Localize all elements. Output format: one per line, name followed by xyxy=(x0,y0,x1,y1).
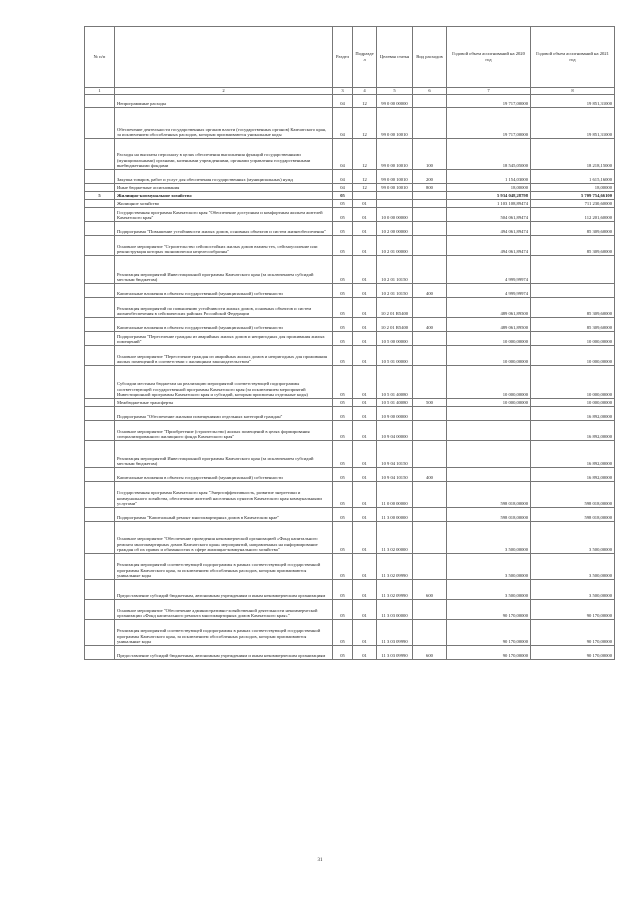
column-number: 6 xyxy=(413,88,447,95)
row-num-cell xyxy=(85,332,115,346)
row-name-cell: Основное мероприятие "Обеспечение административно-хозяйственной деятельности некоммерческой организации «Фонд капитального ремонта многоквартирных домов Камчатского края»" xyxy=(115,600,333,620)
table-row xyxy=(85,184,615,192)
row-num-cell xyxy=(85,236,115,256)
row-podrazdel-cell: 01 xyxy=(353,222,377,236)
row-vr-cell xyxy=(413,407,447,421)
row-csr-cell: 99 0 00 10010 xyxy=(377,170,413,184)
row-podrazdel-cell: 01 xyxy=(353,508,377,522)
row-y2021-cell: 711 230,60000 xyxy=(531,200,615,208)
row-csr-cell: 11 3 02 00000 xyxy=(377,522,413,554)
table-row xyxy=(85,332,615,346)
row-name-cell: Основное мероприятие "Строительство сейсмостойких жилых домов взамен тех, сейсмоусиление или реконструкция которых экономически нецелесообразны" xyxy=(115,236,333,256)
row-y2021-cell: 16 892,00000 xyxy=(531,407,615,421)
table-row xyxy=(85,482,615,508)
table-row xyxy=(85,170,615,184)
row-vr-cell xyxy=(413,508,447,522)
row-csr-cell: 11 3 03 09990 xyxy=(377,646,413,660)
row-vr-cell xyxy=(413,236,447,256)
row-name-cell: Подпрограмма "Переселение граждан из аварийных жилых домов и непригодных для проживания жилых помещений" xyxy=(115,332,333,346)
row-name-cell: Капитальные вложения в объекты государственной (муниципальной) собственности xyxy=(115,318,333,332)
row-name-cell: Реализация мероприятий по повышению устойчивости жилых домов, основных объектов и систем жизнеобеспечения в сейсмических районах Российской Федерации xyxy=(115,298,333,318)
row-razdel-cell: 05 xyxy=(333,554,353,580)
row-vr-cell: 500 xyxy=(413,399,447,407)
row-y2020-cell: 489 061,89500 xyxy=(447,318,531,332)
table-row xyxy=(85,236,615,256)
table-row xyxy=(85,192,615,200)
row-vr-cell xyxy=(413,108,447,139)
table-row xyxy=(85,522,615,554)
row-razdel-cell: 05 xyxy=(333,407,353,421)
row-name-cell: Подпрограмма "Повышение устойчивости жилых домов, основных объектов и систем жизнеобеспечения" xyxy=(115,222,333,236)
row-num-cell: 5 xyxy=(85,192,115,200)
row-razdel-cell: 05 xyxy=(333,366,353,399)
row-podrazdel-cell: 12 xyxy=(353,184,377,192)
row-name-cell: Жилищное хозяйство xyxy=(115,200,333,208)
row-csr-cell: 11 0 00 00000 xyxy=(377,482,413,508)
row-num-cell xyxy=(85,298,115,318)
row-csr-cell: 10 5 01 40080 xyxy=(377,366,413,399)
row-y2021-cell: 18 218,15000 xyxy=(531,139,615,170)
row-y2020-cell: 598 018,00000 xyxy=(447,482,531,508)
table-row xyxy=(85,554,615,580)
row-y2021-cell: 10 000,00000 xyxy=(531,399,615,407)
row-vr-cell xyxy=(413,192,447,200)
budget-allocation-table xyxy=(84,26,615,660)
row-podrazdel-cell: 01 xyxy=(353,554,377,580)
row-name-cell: Капитальные вложения в объекты государственной (муниципальной) собственности xyxy=(115,284,333,298)
table-row xyxy=(85,399,615,407)
table-row xyxy=(85,580,615,600)
row-vr-cell xyxy=(413,421,447,441)
row-csr-cell: 11 3 02 09990 xyxy=(377,554,413,580)
row-podrazdel-cell: 01 xyxy=(353,318,377,332)
row-csr-cell: 11 3 03 00000 xyxy=(377,600,413,620)
row-y2020-cell: 90 170,00000 xyxy=(447,620,531,646)
row-csr-cell: 10 9 04 10150 xyxy=(377,468,413,482)
row-y2020-cell xyxy=(447,421,531,441)
row-vr-cell xyxy=(413,332,447,346)
row-name-cell: Подпрограмма "Обеспечение жилыми помещениями отдельных категорий граждан" xyxy=(115,407,333,421)
row-name-cell: Основное мероприятие "Приобретение (строительство) жилых помещений в целях формирования специализированного жилищного фонда Камчатского края" xyxy=(115,421,333,441)
row-y2020-cell: 494 061,89474 xyxy=(447,236,531,256)
row-name-cell: Жилищно-коммунальное хозяйство xyxy=(115,192,333,200)
row-y2021-cell: 1 615,16000 xyxy=(531,170,615,184)
row-name-cell: Непрограммные расходы xyxy=(115,95,333,108)
table-row xyxy=(85,646,615,660)
table-row xyxy=(85,600,615,620)
row-podrazdel-cell: 01 xyxy=(353,366,377,399)
row-y2020-cell: 90 170,00000 xyxy=(447,646,531,660)
row-y2021-cell: 16 892,00000 xyxy=(531,421,615,441)
row-csr-cell: 11 3 03 09990 xyxy=(377,620,413,646)
row-y2020-cell: 3 500,00000 xyxy=(447,554,531,580)
header-num: № п/п xyxy=(85,27,115,88)
table-row xyxy=(85,318,615,332)
row-razdel-cell: 05 xyxy=(333,421,353,441)
row-name-cell: Закупка товаров, работ и услуг для обеспечения государственных (муниципальных) нужд xyxy=(115,170,333,184)
row-podrazdel-cell: 01 xyxy=(353,284,377,298)
row-num-cell xyxy=(85,139,115,170)
row-podrazdel-cell: 01 xyxy=(353,256,377,284)
row-num-cell xyxy=(85,468,115,482)
row-csr-cell: 10 2 01 10150 xyxy=(377,256,413,284)
row-y2021-cell: 598 018,00000 xyxy=(531,508,615,522)
table-row xyxy=(85,468,615,482)
row-razdel-cell: 04 xyxy=(333,184,353,192)
row-num-cell xyxy=(85,366,115,399)
row-y2020-cell: 18 545,05000 xyxy=(447,139,531,170)
row-y2020-cell: 90 170,00000 xyxy=(447,600,531,620)
row-y2021-cell: 85 309,60000 xyxy=(531,298,615,318)
row-razdel-cell: 05 xyxy=(333,346,353,366)
row-razdel-cell: 05 xyxy=(333,298,353,318)
row-csr-cell: 99 0 00 00000 xyxy=(377,95,413,108)
table-row xyxy=(85,108,615,139)
row-podrazdel-cell: 01 xyxy=(353,332,377,346)
row-csr-cell: 10 2 01 00000 xyxy=(377,236,413,256)
row-razdel-cell: 04 xyxy=(333,108,353,139)
row-podrazdel-cell: 01 xyxy=(353,298,377,318)
table-row xyxy=(85,407,615,421)
row-y2020-cell: 10 000,00000 xyxy=(447,332,531,346)
row-y2021-cell xyxy=(531,256,615,284)
row-name-cell: Реализация мероприятий Инвестиционной программы Камчатского края (за исключением субсидий местным бюджетам) xyxy=(115,256,333,284)
row-csr-cell: 10 5 01 40080 xyxy=(377,399,413,407)
row-y2021-cell: 16 892,00000 xyxy=(531,441,615,468)
row-podrazdel-cell: 01 xyxy=(353,600,377,620)
row-y2020-cell: 10 000,00000 xyxy=(447,399,531,407)
row-vr-cell xyxy=(413,600,447,620)
row-podrazdel-cell: 01 xyxy=(353,580,377,600)
row-podrazdel-cell: 01 xyxy=(353,620,377,646)
row-y2021-cell: 112 201,60000 xyxy=(531,208,615,222)
row-razdel-cell: 05 xyxy=(333,208,353,222)
row-y2021-cell: 16 892,00000 xyxy=(531,468,615,482)
row-y2021-cell: 85 309,60000 xyxy=(531,318,615,332)
row-y2021-cell: 19 851,31000 xyxy=(531,95,615,108)
row-vr-cell: 600 xyxy=(413,646,447,660)
row-razdel-cell: 05 xyxy=(333,256,353,284)
row-razdel-cell: 05 xyxy=(333,192,353,200)
row-y2021-cell: 90 170,00000 xyxy=(531,620,615,646)
row-name-cell: Основное мероприятие "Переселение граждан из аварийных жилых домов и непригодных для проживания жилых помещений в соответствии с жилищным законодательством" xyxy=(115,346,333,366)
header-podrazdel: Подраздел xyxy=(353,27,377,88)
row-num-cell xyxy=(85,208,115,222)
row-podrazdel-cell: 01 xyxy=(353,200,377,208)
row-vr-cell xyxy=(413,522,447,554)
header-y2021: Годовой объем ассигнований на 2021 год xyxy=(531,27,615,88)
header-csr: Целевая статья xyxy=(377,27,413,88)
row-vr-cell xyxy=(413,208,447,222)
row-num-cell xyxy=(85,284,115,298)
row-razdel-cell: 05 xyxy=(333,508,353,522)
row-csr-cell: 99 0 00 10010 xyxy=(377,108,413,139)
table-row xyxy=(85,200,615,208)
row-y2021-cell: 85 309,60000 xyxy=(531,222,615,236)
row-podrazdel-cell: 01 xyxy=(353,236,377,256)
row-y2020-cell: 4 999,99974 xyxy=(447,284,531,298)
row-podrazdel-cell: 12 xyxy=(353,170,377,184)
row-vr-cell xyxy=(413,95,447,108)
row-num-cell xyxy=(85,200,115,208)
row-csr-cell: 99 0 00 10010 xyxy=(377,184,413,192)
table-row xyxy=(85,95,615,108)
row-podrazdel-cell: 01 xyxy=(353,522,377,554)
row-y2020-cell xyxy=(447,407,531,421)
row-num-cell xyxy=(85,600,115,620)
row-vr-cell xyxy=(413,298,447,318)
table-header-row xyxy=(85,27,615,88)
row-y2021-cell: 19 851,31000 xyxy=(531,108,615,139)
row-y2020-cell: 3 500,00000 xyxy=(447,580,531,600)
column-number: 7 xyxy=(447,88,531,95)
table-row xyxy=(85,284,615,298)
row-name-cell: Субсидии местным бюджетам на реализацию мероприятий соответствующей подпрограммы соответствующей государственной программы Камчатского края (за исключением мероприятий Инвестиционной программы Камчатского края и субсидий, которым присвоены отдельные коды) xyxy=(115,366,333,399)
row-name-cell: Основное мероприятие "Обеспечение проведения некоммерческой организацией «Фонд капитального ремонта многоквартирных домов Камчатского края» мероприятий, направленных на информирование граждан об их правах и обязанностях в сфере жилищно-коммунального хозяйства" xyxy=(115,522,333,554)
row-y2021-cell: 598 018,00000 xyxy=(531,482,615,508)
row-podrazdel-cell: 01 xyxy=(353,646,377,660)
row-name-cell: Межбюджетные трансферты xyxy=(115,399,333,407)
row-y2020-cell: 494 061,89474 xyxy=(447,222,531,236)
row-csr-cell: 99 0 00 10010 xyxy=(377,139,413,170)
row-podrazdel-cell: 01 xyxy=(353,468,377,482)
row-razdel-cell: 05 xyxy=(333,284,353,298)
header-y2020: Годовой объем ассигнований на 2020 год xyxy=(447,27,531,88)
row-y2020-cell: 1 103 108,89474 xyxy=(447,200,531,208)
row-vr-cell: 100 xyxy=(413,139,447,170)
row-vr-cell xyxy=(413,620,447,646)
row-y2021-cell: 85 309,60000 xyxy=(531,236,615,256)
table-body xyxy=(85,95,615,660)
row-y2021-cell: 18,00000 xyxy=(531,184,615,192)
table-row xyxy=(85,256,615,284)
row-podrazdel-cell: 12 xyxy=(353,139,377,170)
row-y2021-cell: 5 709 754,66100 xyxy=(531,192,615,200)
row-vr-cell: 800 xyxy=(413,184,447,192)
row-y2020-cell: 19 717,00000 xyxy=(447,108,531,139)
row-num-cell xyxy=(85,399,115,407)
row-vr-cell xyxy=(413,554,447,580)
row-podrazdel-cell xyxy=(353,192,377,200)
header-razdel: Раздел xyxy=(333,27,353,88)
row-csr-cell: 11 3 02 09990 xyxy=(377,580,413,600)
row-vr-cell: 400 xyxy=(413,468,447,482)
row-y2020-cell: 10 000,00000 xyxy=(447,366,531,399)
row-vr-cell xyxy=(413,346,447,366)
row-csr-cell: 10 9 04 10150 xyxy=(377,441,413,468)
row-podrazdel-cell: 12 xyxy=(353,95,377,108)
row-vr-cell xyxy=(413,482,447,508)
row-y2021-cell: 3 500,00000 xyxy=(531,554,615,580)
table-row xyxy=(85,298,615,318)
row-num-cell xyxy=(85,95,115,108)
column-number: 8 xyxy=(531,88,615,95)
row-vr-cell xyxy=(413,256,447,284)
row-name-cell: Реализация мероприятий соответствующей подпрограммы в рамках соответствующей государственной программы Камчатского края, за исключением обособленных расходов, которым присваиваются уникальные коды xyxy=(115,554,333,580)
row-vr-cell: 400 xyxy=(413,318,447,332)
row-num-cell xyxy=(85,522,115,554)
row-y2020-cell xyxy=(447,441,531,468)
row-num-cell xyxy=(85,441,115,468)
table-row xyxy=(85,508,615,522)
row-y2020-cell: 598 018,00000 xyxy=(447,508,531,522)
row-num-cell xyxy=(85,580,115,600)
row-csr-cell: 10 2 00 00000 xyxy=(377,222,413,236)
row-vr-cell xyxy=(413,222,447,236)
table-row xyxy=(85,620,615,646)
row-csr-cell: 10 9 00 00000 xyxy=(377,407,413,421)
row-csr-cell: 10 0 00 00000 xyxy=(377,208,413,222)
row-razdel-cell: 05 xyxy=(333,236,353,256)
row-name-cell: Предоставление субсидий бюджетным, автономным учреждениям и иным некоммерческим организациям xyxy=(115,580,333,600)
row-num-cell xyxy=(85,646,115,660)
row-num-cell xyxy=(85,222,115,236)
row-y2020-cell: 18,00000 xyxy=(447,184,531,192)
row-name-cell: Реализация мероприятий Инвестиционной программы Камчатского края (за исключением субсидий местным бюджетам) xyxy=(115,441,333,468)
row-y2020-cell: 10 000,00000 xyxy=(447,346,531,366)
header-vr: Вид расходов xyxy=(413,27,447,88)
row-podrazdel-cell: 01 xyxy=(353,208,377,222)
table-row xyxy=(85,346,615,366)
row-csr-cell: 10 5 01 00000 xyxy=(377,346,413,366)
row-podrazdel-cell: 01 xyxy=(353,346,377,366)
row-num-cell xyxy=(85,346,115,366)
row-csr-cell: 10 5 00 00000 xyxy=(377,332,413,346)
column-number: 5 xyxy=(377,88,413,95)
row-razdel-cell: 05 xyxy=(333,200,353,208)
column-number-row xyxy=(85,88,615,95)
row-razdel-cell: 04 xyxy=(333,139,353,170)
row-num-cell xyxy=(85,318,115,332)
row-razdel-cell: 05 xyxy=(333,318,353,332)
table-row xyxy=(85,222,615,236)
row-y2020-cell: 19 717,00000 xyxy=(447,95,531,108)
row-csr-cell: 10 2 01 10150 xyxy=(377,284,413,298)
row-num-cell xyxy=(85,421,115,441)
row-csr-cell xyxy=(377,200,413,208)
row-y2020-cell xyxy=(447,468,531,482)
column-number: 3 xyxy=(333,88,353,95)
row-num-cell xyxy=(85,508,115,522)
row-razdel-cell: 05 xyxy=(333,222,353,236)
table-row xyxy=(85,441,615,468)
row-podrazdel-cell: 01 xyxy=(353,482,377,508)
row-razdel-cell: 05 xyxy=(333,399,353,407)
row-name-cell: Реализация мероприятий соответствующей подпрограммы в рамках соответствующей государственной программы Камчатского края, за исключением обособленных расходов, которым присваиваются уникальные коды xyxy=(115,620,333,646)
row-razdel-cell: 04 xyxy=(333,95,353,108)
row-razdel-cell: 05 xyxy=(333,332,353,346)
row-num-cell xyxy=(85,482,115,508)
row-name-cell: Предоставление субсидий бюджетным, автономным учреждениям и иным некоммерческим организациям xyxy=(115,646,333,660)
column-number: 4 xyxy=(353,88,377,95)
row-vr-cell: 400 xyxy=(413,284,447,298)
row-y2020-cell: 5 934 048,28798 xyxy=(447,192,531,200)
row-podrazdel-cell: 01 xyxy=(353,441,377,468)
row-razdel-cell: 05 xyxy=(333,646,353,660)
row-razdel-cell: 05 xyxy=(333,580,353,600)
table-row xyxy=(85,139,615,170)
row-podrazdel-cell: 01 xyxy=(353,407,377,421)
row-vr-cell: 200 xyxy=(413,170,447,184)
row-y2021-cell: 10 000,00000 xyxy=(531,366,615,399)
row-razdel-cell: 04 xyxy=(333,170,353,184)
header-name xyxy=(115,27,333,88)
row-csr-cell: 10 9 04 00000 xyxy=(377,421,413,441)
row-csr-cell: 10 2 01 R5400 xyxy=(377,318,413,332)
row-name-cell: Расходы на выплаты персоналу в целях обеспечения выполнения функций государственными (муниципальными) органами, казенными учреждениями, органами управления государственными внебюджетными фондами xyxy=(115,139,333,170)
row-y2021-cell: 10 000,00000 xyxy=(531,346,615,366)
row-y2021-cell: 90 170,00000 xyxy=(531,600,615,620)
row-razdel-cell: 05 xyxy=(333,482,353,508)
row-y2020-cell: 1 154,03000 xyxy=(447,170,531,184)
row-name-cell: Государственная программа Камчатского края "Энергоэффективность, развитие энергетики и коммунального хозяйства, обеспечение жителей населенных пунктов Камчатского края коммунальными услугами" xyxy=(115,482,333,508)
row-num-cell xyxy=(85,184,115,192)
column-number: 1 xyxy=(85,88,115,95)
row-vr-cell xyxy=(413,441,447,468)
row-podrazdel-cell: 12 xyxy=(353,108,377,139)
row-vr-cell: 600 xyxy=(413,580,447,600)
row-razdel-cell: 05 xyxy=(333,600,353,620)
page-number: 31 xyxy=(317,858,323,863)
row-razdel-cell: 05 xyxy=(333,620,353,646)
row-num-cell xyxy=(85,108,115,139)
table-row xyxy=(85,366,615,399)
table-row xyxy=(85,421,615,441)
row-num-cell xyxy=(85,407,115,421)
column-number: 2 xyxy=(115,88,333,95)
row-razdel-cell: 05 xyxy=(333,441,353,468)
table-row xyxy=(85,208,615,222)
row-y2020-cell: 4 999,99974 xyxy=(447,256,531,284)
row-name-cell: Иные бюджетные ассигнования xyxy=(115,184,333,192)
row-y2021-cell: 3 500,00000 xyxy=(531,522,615,554)
row-name-cell: Государственная программа Камчатского края "Обеспечение доступным и комфортным жильем жителей Камчатского края" xyxy=(115,208,333,222)
row-y2021-cell: 10 000,00000 xyxy=(531,332,615,346)
row-vr-cell xyxy=(413,366,447,399)
row-num-cell xyxy=(85,256,115,284)
row-num-cell xyxy=(85,554,115,580)
row-vr-cell xyxy=(413,200,447,208)
row-razdel-cell: 05 xyxy=(333,468,353,482)
row-y2020-cell: 504 061,89474 xyxy=(447,208,531,222)
row-csr-cell xyxy=(377,192,413,200)
row-name-cell: Подпрограмма "Капитальный ремонт многоквартирных домов в Камчатском крае" xyxy=(115,508,333,522)
row-name-cell: Капитальные вложения в объекты государственной (муниципальной) собственности xyxy=(115,468,333,482)
row-num-cell xyxy=(85,620,115,646)
row-razdel-cell: 05 xyxy=(333,522,353,554)
row-y2021-cell: 3 500,00000 xyxy=(531,580,615,600)
row-y2020-cell: 489 061,89500 xyxy=(447,298,531,318)
row-y2020-cell: 3 500,00000 xyxy=(447,522,531,554)
row-name-cell: Обеспечение деятельности государственных органов власти (государственных органов) Камчатского края, за исключением обособленных расходов, которым присваиваются уникальные коды xyxy=(115,108,333,139)
row-csr-cell: 10 2 01 R5400 xyxy=(377,298,413,318)
row-podrazdel-cell: 01 xyxy=(353,421,377,441)
row-csr-cell: 11 3 00 00000 xyxy=(377,508,413,522)
row-num-cell xyxy=(85,170,115,184)
row-y2021-cell: 90 170,00000 xyxy=(531,646,615,660)
row-podrazdel-cell: 01 xyxy=(353,399,377,407)
row-y2021-cell xyxy=(531,284,615,298)
